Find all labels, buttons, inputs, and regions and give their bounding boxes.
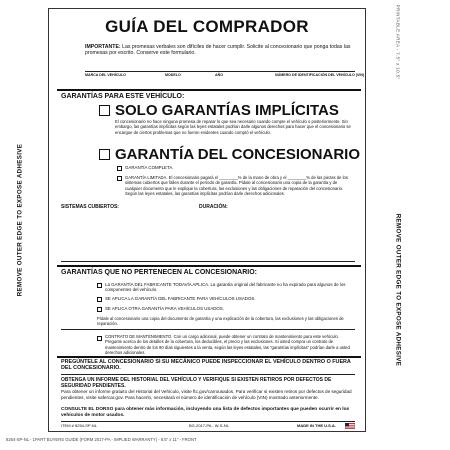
field-year-label: AÑO [215, 73, 223, 77]
print-info-text: 8254-SP-NL - 1PART BUYERS GUIDE (FORM 2017-PA - IMPLIED WARRANTY) - 8.5" x 11" - FRONT [6, 437, 197, 442]
contrato-text: CONTRATO DE MANTENIMIENTO. Con un cargo adicional, puede obtener un contrato de mantenimiento para este vehículo. Pregunte acerca de los detalles de la cobertura, los deducibles, el precio y las exclusiones. Si usted compra un contrato de mantenimiento dentro de los 90 días siguientes a la venta, según las leyes estatales, las "garantías implícitas" podrían darle a usted derechos adicionales. [105, 334, 350, 355]
completa-label: GARANTÍA COMPLETA. [125, 165, 174, 170]
field-model-label: MODELO [165, 73, 181, 77]
field-make-label: MARCA DEL VEHÍCULO [85, 73, 126, 77]
solo-heading: SOLO GARANTÍAS IMPLÍCITAS [115, 102, 339, 119]
limitada-checkbox[interactable] [117, 176, 122, 181]
left-side-adhesive-text: REMOVE OUTER EDGE TO EXPOSE ADHESIVE [16, 143, 24, 297]
importante-label: IMPORTANTE: [85, 44, 121, 50]
pregunte-text: PREGÚNTELE AL CONCESIONARIO SI SU MECÁNICO PUEDE INSPECCIONAR EL VEHÍCULO DENTRO O FUERA DEL CONCESIONARIO. [61, 359, 351, 372]
importante-notice [85, 44, 355, 56]
form-title: GUÍA DEL COMPRADOR [105, 17, 309, 36]
item2-checkbox[interactable] [97, 297, 102, 302]
print-info-strip [0, 437, 450, 447]
item1-text: La GARANTÍA DEL FABRICANTE TODAVÍA APLICA. La garantía original del fabricante no ha expirado para algunos de los componentes del vehículo. [105, 282, 346, 293]
section1-band [57, 89, 361, 91]
vehicle-fields-line [85, 71, 355, 72]
contrato-checkbox[interactable] [97, 336, 102, 341]
field-vin-label: NÚMERO DE IDENTIFICACIÓN DEL VEHÍCULO (VIN) [275, 73, 365, 77]
footer-rule [61, 421, 355, 422]
conces-checkbox[interactable] [99, 149, 110, 160]
right-side-adhesive-text: REMOVE OUTER EDGE TO EXPOSE ADHESIVE [394, 213, 402, 367]
footer-code: BG-2017-PA - W-S-NL [189, 423, 229, 428]
item1-checkbox[interactable] [97, 283, 102, 288]
section2-band [57, 265, 361, 267]
contrato-rule [61, 329, 355, 330]
item2-text: SE APLICA LA GARANTÍA DEL FABRICANTE PARA VEHÍCULOS USADOS. [105, 296, 256, 301]
limitada-text: GARANTÍA LIMITADA. El concesionario pagará el ________% de la mano de obra y el ________% de las piezas de los sistemas cubiertos que fallen durante el período de garantía. Pídale al concesionario una copia de la garantía y de cualquier documento que le explique la cobertura, las exclusiones y las obligaciones de reparación del concesionario. Según las leyes estatales, las garantías implícitas podrían darle derechos adicionales. [125, 175, 348, 196]
printable-area-text: PRINTABLE AREA - 7.5" x 10.5" [395, 4, 401, 80]
obtenga-rule [61, 374, 355, 375]
completa-checkbox[interactable] [117, 166, 122, 171]
consulte-text: CONSULTE EL DORSO para obtener más información, incluyendo una lista de defectos importantes que pueden ocurrir en los vehículos de motor usados. [61, 407, 350, 418]
conces-heading: GARANTÍA DEL CONCESIONARIO [115, 146, 361, 163]
buyers-guide-form [48, 8, 366, 432]
obtenga-text: Para obtener un informe gratuito del Historial del Vehículo, visite ftc.gov/carrousados. Para verificar si existen retiros por defectos de seguridad pendientes, visite safercar.gov. Para hacerlo, necesitará el número de identificación de vehículo (VIN) mostrado anteriormente. [61, 389, 352, 400]
item3-text: SE APLICA OTRA GARANTÍA PARA VEHÍCULOS USADOS. [105, 306, 224, 311]
importante-text: Las promesas verbales son difíciles de hacer cumplir. Solicite al concesionario que ponga todas las promesas por escrito. Conserve este formulario. [85, 44, 351, 57]
sistemas-label: SISTEMAS CUBIERTOS: [61, 204, 119, 210]
solo-checkbox[interactable] [99, 105, 110, 116]
footer-made-in: MADE IN THE U.S.A. [297, 423, 336, 428]
section1-title: GARANTÍAS PARA ESTE VEHÍCULO: [61, 93, 185, 100]
solo-text: El concesionario no hace ninguna promesa de reparar lo que sea necesario cuando compre el vehículo o posteriormente. Sin embargo, las garantías implícitas según las leyes estatales podrían darle algunos derechos para hacer que el concesionario se encargue de ciertos problemas que no fueron evidentes cuando compró el vehículo. [115, 119, 351, 135]
vehicle-field-labels [85, 73, 365, 79]
sistemas-rule [61, 261, 355, 262]
item3-checkbox[interactable] [97, 307, 102, 312]
us-flag-icon [345, 423, 355, 429]
pregunte-band [57, 356, 361, 358]
section2-title: GARANTÍAS QUE NO PERTENECEN AL CONCESIONARIO: [61, 269, 258, 276]
footer-item-number: ITEM # 8254-SP-NL [61, 423, 98, 428]
pidale-text: Pídale al concesionario una copia del documento de garantía y una explicación de la cobertura, las exclusiones y las obligaciones de reparación. [97, 316, 344, 327]
obtenga-bold: OBTENGA UN INFORME DEL HISTORIAL DEL VEHÍCULO Y VERIFIQUE SI EXISTEN RETIROS POR DEFECTOS DE SEGURIDAD PENDIENTES. [61, 377, 332, 389]
duracion-label: DURACIÓN: [199, 204, 228, 210]
